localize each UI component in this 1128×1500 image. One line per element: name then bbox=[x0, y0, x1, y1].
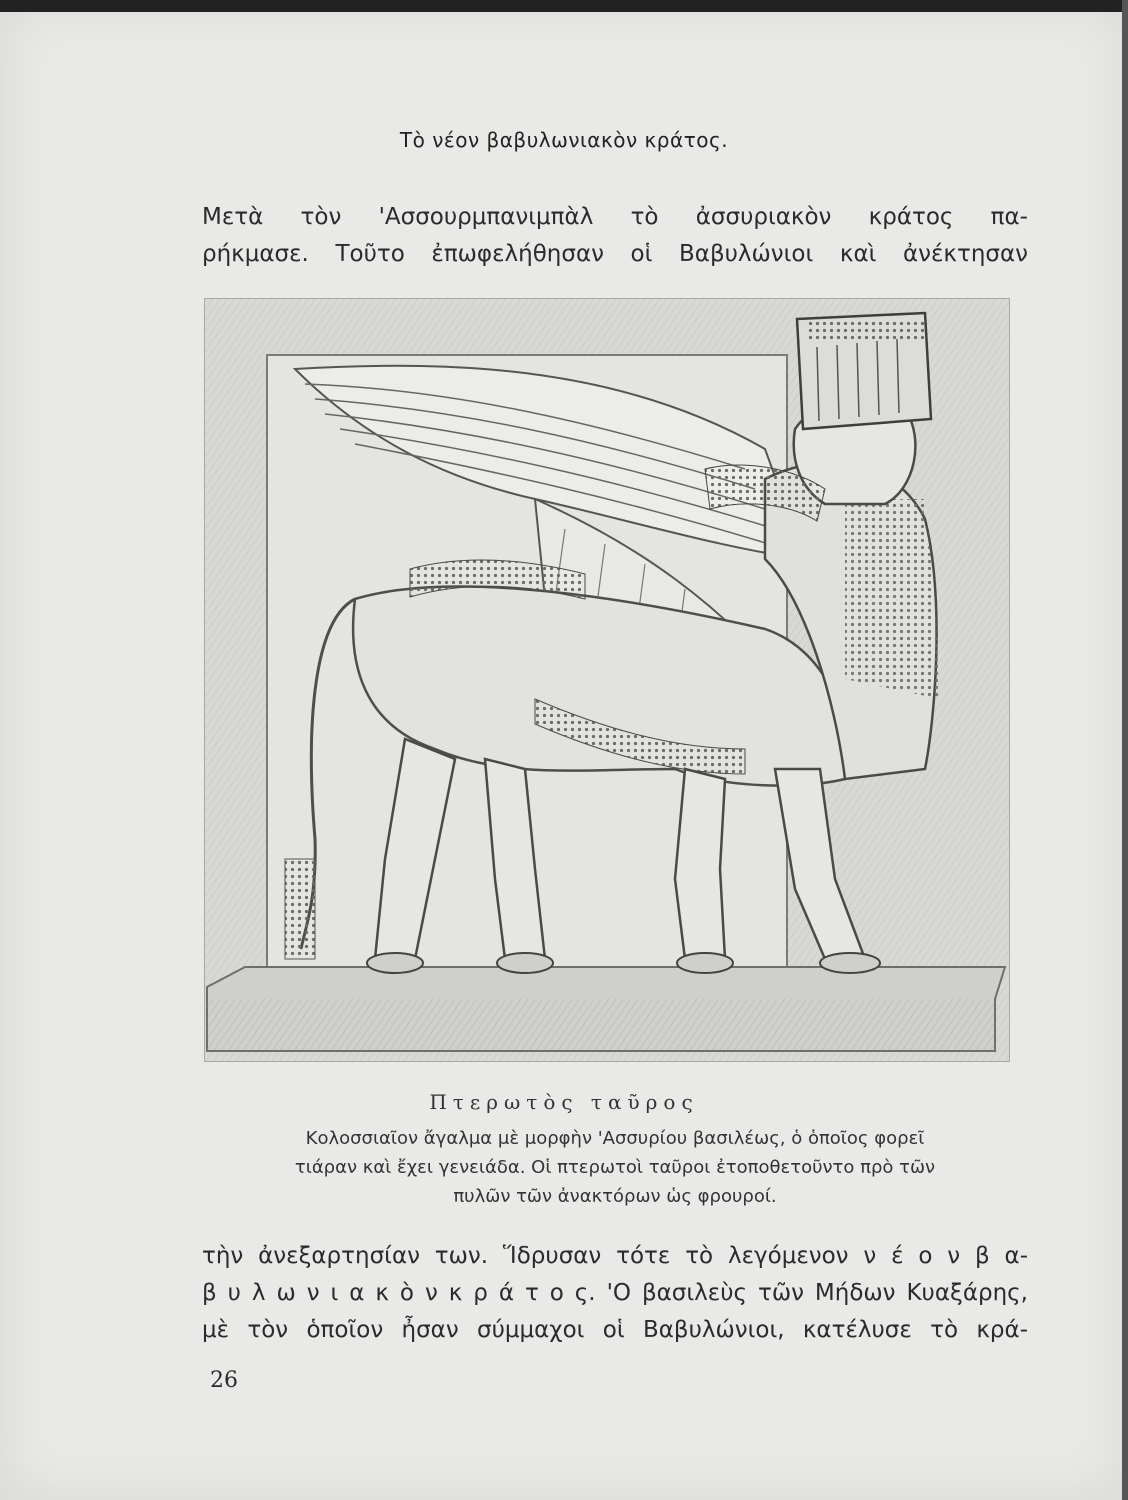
paragraph-line: Μετὰ τὸν 'Ασσουρμπανιμπὰλ τὸ ἀσσυριακὸν κράτος πα- bbox=[202, 204, 1028, 230]
paragraph-bottom bbox=[202, 1238, 1028, 1349]
running-head: Τὸ νέον βαβυλωνιακὸν κράτος. bbox=[399, 128, 729, 152]
winged-bull-illustration bbox=[204, 298, 1010, 1062]
paragraph-line: μὲ τὸν ὁποῖον ἦσαν σύμμαχοι οἱ Βαβυλώνιοι, κατέλυσε τὸ κρά- bbox=[202, 1317, 1028, 1343]
caption-line: τιάραν καὶ ἔχει γενειάδα. Οἱ πτερωτοὶ ταῦροι ἐτοποθετοῦντο πρὸ τῶν bbox=[294, 1157, 936, 1178]
figure-title: Πτερωτὸς ταῦρος bbox=[429, 1090, 699, 1114]
winged-bull-drawing bbox=[205, 299, 1009, 1061]
paragraph-line: ρήκμασε. Τοῦτο ἐπωφελήθησαν οἱ Βαβυλώνιοι καὶ ἀνέκτησαν bbox=[202, 241, 1028, 267]
scan-right-edge bbox=[1122, 0, 1128, 1500]
caption-line: Κολοσσιαῖον ἄγαλμα μὲ μορφὴν 'Ασσυρίου βασιλέως, ὁ ὁποῖος φορεῖ bbox=[305, 1128, 925, 1149]
page-number: 26 bbox=[210, 1368, 238, 1393]
figure-caption bbox=[200, 1124, 1030, 1211]
caption-line: πυλῶν τῶν ἀνακτόρων ὡς φρουροί. bbox=[453, 1186, 777, 1207]
paragraph-line: τὴν ἀνεξαρτησίαν των. Ἵδρυσαν τότε τὸ λεγόμενον ν έ ο ν β α- bbox=[202, 1243, 1028, 1269]
scan-top-edge bbox=[0, 0, 1128, 12]
paragraph-line: β υ λ ω ν ι α κ ὸ ν κ ρ ά τ ο ς. 'Ο βασιλεὺς τῶν Μήδων Κυαξάρης, bbox=[202, 1280, 1028, 1306]
paragraph-top bbox=[202, 199, 1028, 273]
